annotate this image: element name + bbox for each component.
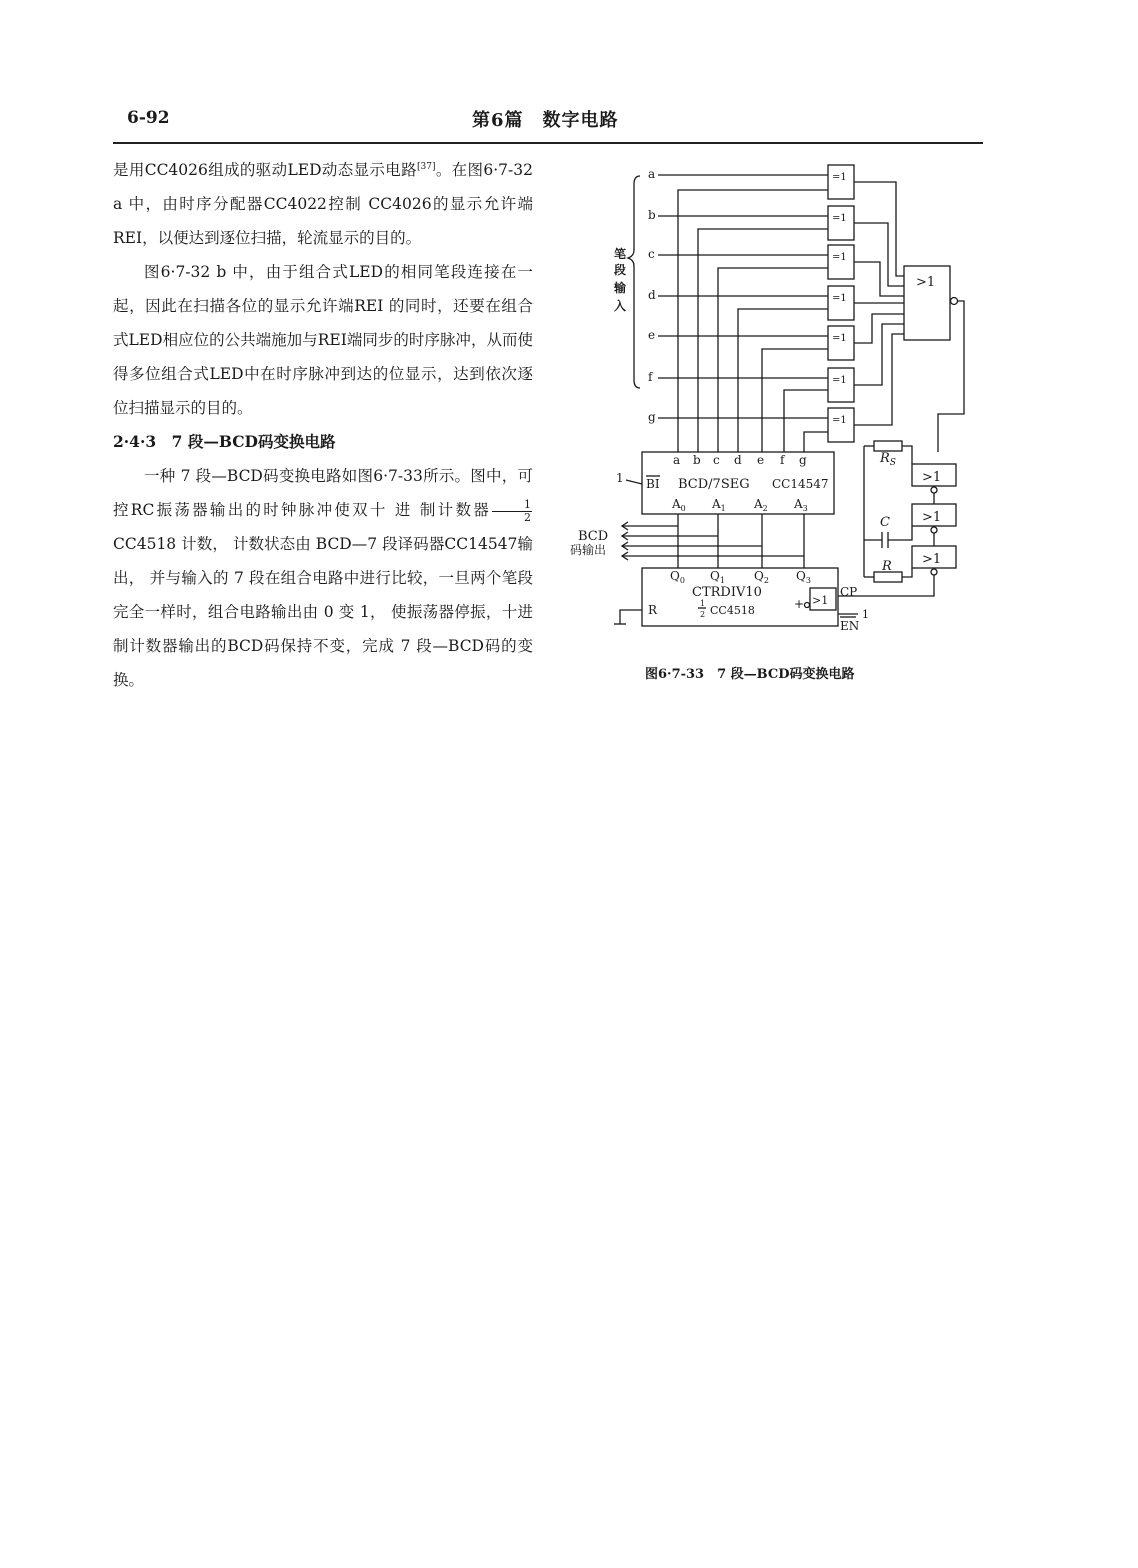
- c-label: C: [880, 515, 890, 530]
- xnor-label-a: =1: [832, 172, 847, 183]
- paragraph-1: [113, 150, 533, 255]
- nor-output-wire: [938, 301, 964, 452]
- dec-out-c: c: [713, 453, 720, 467]
- nor-inversion-bubble: [951, 298, 958, 305]
- reset-wire: [620, 610, 642, 624]
- dec-in-a1: $A_1$: [712, 497, 726, 513]
- input-label-1: 笔: [614, 247, 627, 261]
- fraction-half: [492, 499, 532, 524]
- paragraph-3-text: 一种 7 段—BCD码变换电路如图6·7-33所示。图中，可控RC振荡器输出的时钟脉冲使双十 进 制计数器: [113, 467, 533, 520]
- osc-buffer-3-bubble: [931, 569, 937, 575]
- header-rule: [113, 142, 983, 144]
- input-d-label: d: [648, 288, 656, 302]
- rc-oscillator: [838, 441, 956, 596]
- dec-out-f: f: [780, 453, 785, 467]
- decoder-bi-pin: BI: [646, 477, 660, 491]
- running-title: 第6篇 数字电路: [472, 110, 619, 131]
- decoder-enable-wire: [626, 480, 642, 484]
- xnor-label-c: =1: [832, 252, 847, 263]
- osc-buffer-1-label: >1: [922, 470, 942, 485]
- segment-input-wires: [658, 175, 828, 418]
- input-e-label: e: [648, 328, 656, 342]
- input-label-4: 入: [614, 299, 627, 313]
- dec-out-a: a: [673, 453, 681, 467]
- counter-input-bubble: [805, 603, 810, 608]
- bcd-output-label-2: 码输出: [570, 543, 607, 557]
- dec-out-g: g: [799, 453, 807, 467]
- decoder-enable-value: 1: [616, 471, 624, 485]
- rs-label: $R_S$: [880, 451, 896, 468]
- paragraph-1-text: 是用CC4026组成的驱动LED动态显示电路: [113, 161, 417, 180]
- counter-plus: +: [794, 597, 805, 611]
- input-label-2: 段: [614, 263, 627, 277]
- circuit-figure: [570, 150, 990, 640]
- input-brace: [628, 176, 640, 388]
- dec-out-b: b: [693, 453, 701, 467]
- fraction-numerator: 1: [492, 499, 532, 512]
- resistor-rs: [874, 441, 902, 451]
- xnor-label-g: =1: [832, 415, 847, 426]
- counter-frac-num: 1: [700, 599, 706, 608]
- osc-buffer-2-bubble: [931, 527, 937, 533]
- bcd-output-label-1: BCD: [578, 529, 609, 544]
- counter-to-decoder-wires: [622, 514, 804, 568]
- osc-buffer-2-label: >1: [922, 510, 942, 525]
- osc-buffer-1-bubble: [931, 487, 937, 493]
- section-heading: 2·4·3 7 段—BCD码变换电路: [113, 432, 336, 452]
- ctr-out-q3: $Q_3$: [796, 569, 811, 585]
- dec-out-d: d: [734, 453, 742, 467]
- xnor-label-b: =1: [832, 213, 847, 224]
- input-group-label: [613, 246, 626, 313]
- counter-frac-den: 2: [700, 610, 706, 619]
- xnor-label-d: =1: [832, 293, 847, 304]
- dec-in-a0: $A_0$: [672, 497, 686, 513]
- decoder-input-labels: [671, 497, 808, 513]
- input-a-label: a: [648, 167, 656, 181]
- input-b-label: b: [648, 208, 656, 222]
- counter-input-gate-label: >1: [812, 594, 829, 607]
- dec-in-a3: $A_3$: [794, 497, 808, 513]
- nor-gate-label: >1: [916, 275, 936, 290]
- xnor-gate-labels: [832, 172, 847, 426]
- ctr-out-q0: $Q_0$: [670, 569, 685, 585]
- decoder-output-labels: [673, 453, 807, 467]
- input-f-label: f: [648, 370, 653, 384]
- xnor-label-e: =1: [832, 333, 847, 344]
- input-c-label: c: [648, 247, 655, 261]
- xnor-label-f: =1: [832, 375, 847, 386]
- segment-input-labels: [648, 167, 656, 424]
- bcd-output-arrows: [622, 522, 628, 560]
- counter-reset-pin: R: [648, 603, 658, 617]
- counter-en-pin: EN: [840, 619, 860, 633]
- page-number: 6-92: [127, 108, 170, 128]
- ctr-out-q2: $Q_2$: [754, 569, 769, 585]
- paragraph-2: 图6·7-32 b 中，由于组合式LED的相同笔段连接在一起，因此在扫描各位的显示允许端REI 的同时，还要在组合式LED相应位的公共端施加与REI端同步的时序脉冲，从而使得多位组合式LED中在时序脉冲到达的位显示，达到依次逐位扫描显示的目的。: [113, 263, 533, 418]
- counter-name: CTRDIV10: [692, 585, 762, 600]
- dec-out-e: e: [757, 453, 765, 467]
- reference-mark: [37]: [416, 162, 436, 172]
- paragraph-1-rest: 。在图6·7-32 a 中，由时序分配器CC4022控制 CC4026的显示允许端REI，以便达到逐位扫描，轮流显示的目的。: [113, 161, 533, 248]
- input-label-3: 输: [614, 281, 627, 295]
- figure-caption: 图6·7-33 7 段—BCD码变换电路: [645, 667, 855, 682]
- decoder-name: BCD/7SEG: [678, 477, 750, 492]
- fraction-denominator: 2: [524, 510, 531, 524]
- gate-to-nor-wires: [854, 182, 904, 425]
- decoder-to-gate-wires: [678, 190, 828, 452]
- body-text-column: [113, 150, 533, 697]
- paragraph-3-rest: CC4518 计数， 计数状态由 BCD—7 段译码器CC14547输出， 并与输入的 7 段在组合电路中进行比较，一旦两个笔段完全一样时，组合电路输出由 0 变 1， 使振荡器停振，十进制计数器输出的BCD码保持不变，完成 7 段—BCD码的变换。: [113, 535, 533, 690]
- r-label: R: [882, 559, 892, 574]
- paragraph-3: [113, 459, 533, 697]
- counter-en-value: 1: [862, 608, 869, 621]
- dec-in-a2: $A_2$: [754, 497, 768, 513]
- decoder-part: CC14547: [772, 477, 829, 491]
- input-g-label: g: [648, 410, 656, 424]
- osc-buffer-3-label: >1: [922, 552, 942, 567]
- ctr-out-q1: $Q_1$: [710, 569, 725, 585]
- counter-output-labels: [670, 569, 811, 585]
- counter-part: CC4518: [710, 604, 755, 617]
- counter-cp-pin: CP: [840, 585, 858, 599]
